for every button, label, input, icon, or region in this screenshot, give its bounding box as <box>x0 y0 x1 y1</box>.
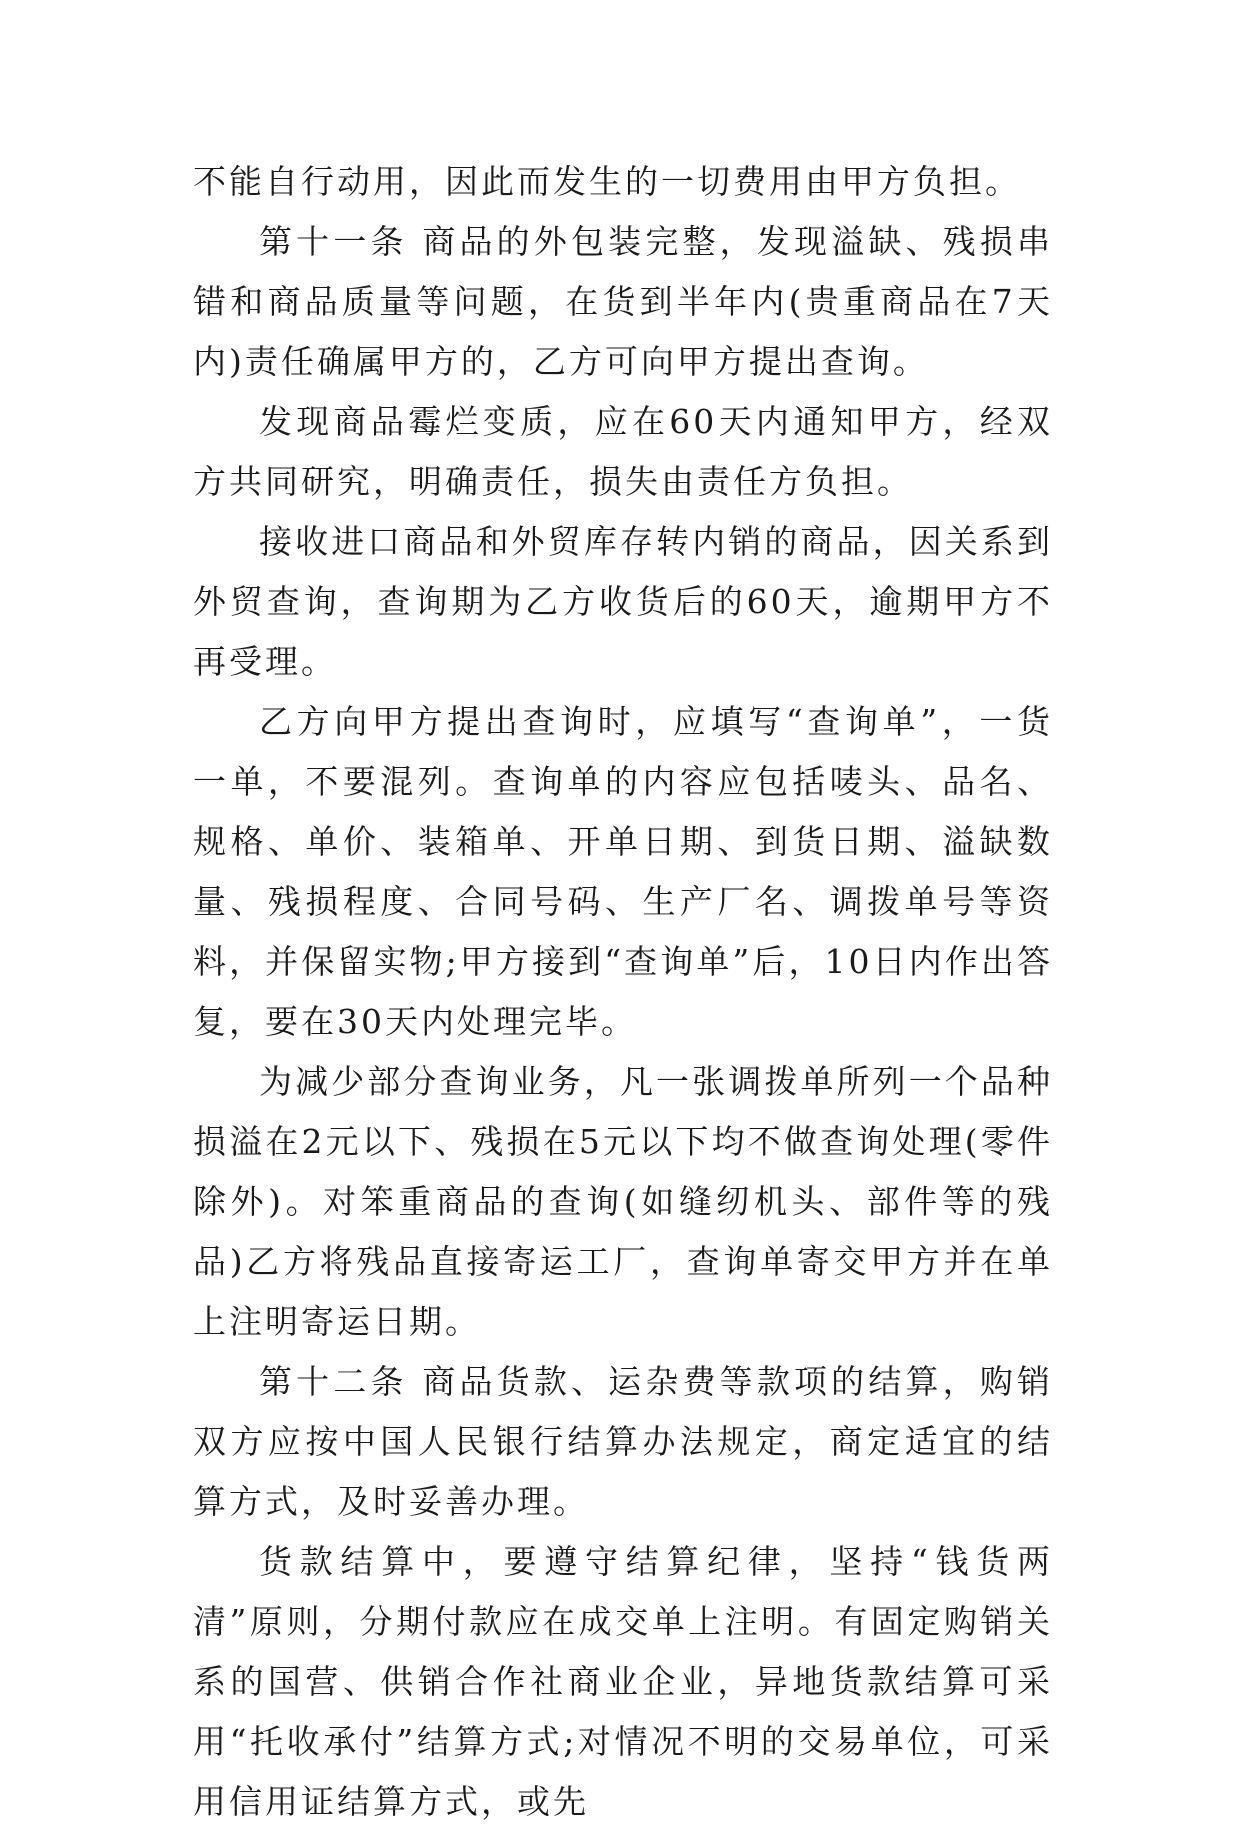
paragraph-article-12: 第十二条 商品货款、运杂费等款项的结算，购销双方应按中国人民银行结算办法规定，商定适宜的结算方式，及时妥善办理。 <box>193 1362 1053 1521</box>
paragraph-imports: 接收进口商品和外贸库存转内销的商品，因关系到外贸查询，查询期为乙方收货后的60天，逾期甲方不再受理。 <box>193 522 1053 681</box>
paragraph-continuation: 不能自行动用，因此而发生的一切费用由甲方负担。 <box>193 162 1021 201</box>
document-body <box>193 152 1053 1832</box>
paragraph-spoilage: 发现商品霉烂变质，应在60天内通知甲方，经双方共同研究，明确责任，损失由责任方负担。 <box>193 402 1053 501</box>
paragraph-article-11: 第十一条 商品的外包装完整，发现溢缺、残损串错和商品质量等问题，在货到半年内(贵重商品在7天内)责任确属甲方的，乙方可向甲方提出查询。 <box>193 222 1053 381</box>
paragraph-settlement: 货款结算中，要遵守结算纪律，坚持“钱货两清”原则，分期付款应在成交单上注明。有固定购销关系的国营、供销合作社商业企业，异地货款结算可采用“托收承付”结算方式;对情况不明的交易单位，可采用信用证结算方式，或先 <box>193 1542 1053 1821</box>
paragraph-reduce-inquiry: 为减少部分查询业务，凡一张调拨单所列一个品种损溢在2元以下、残损在5元以下均不做查询处理(零件除外)。对笨重商品的查询(如缝纫机头、部件等的残品)乙方将残品直接寄运工厂，查询单寄交甲方并在单上注明寄运日期。 <box>193 1062 1053 1341</box>
paragraph-inquiry-form: 乙方向甲方提出查询时，应填写“查询单”，一货一单，不要混列。查询单的内容应包括唛头、品名、规格、单价、装箱单、开单日期、到货日期、溢缺数量、残损程度、合同号码、生产厂名、调拨单号等资料，并保留实物;甲方接到“查询单”后，10日内作出答复，要在30天内处理完毕。 <box>193 702 1053 1041</box>
